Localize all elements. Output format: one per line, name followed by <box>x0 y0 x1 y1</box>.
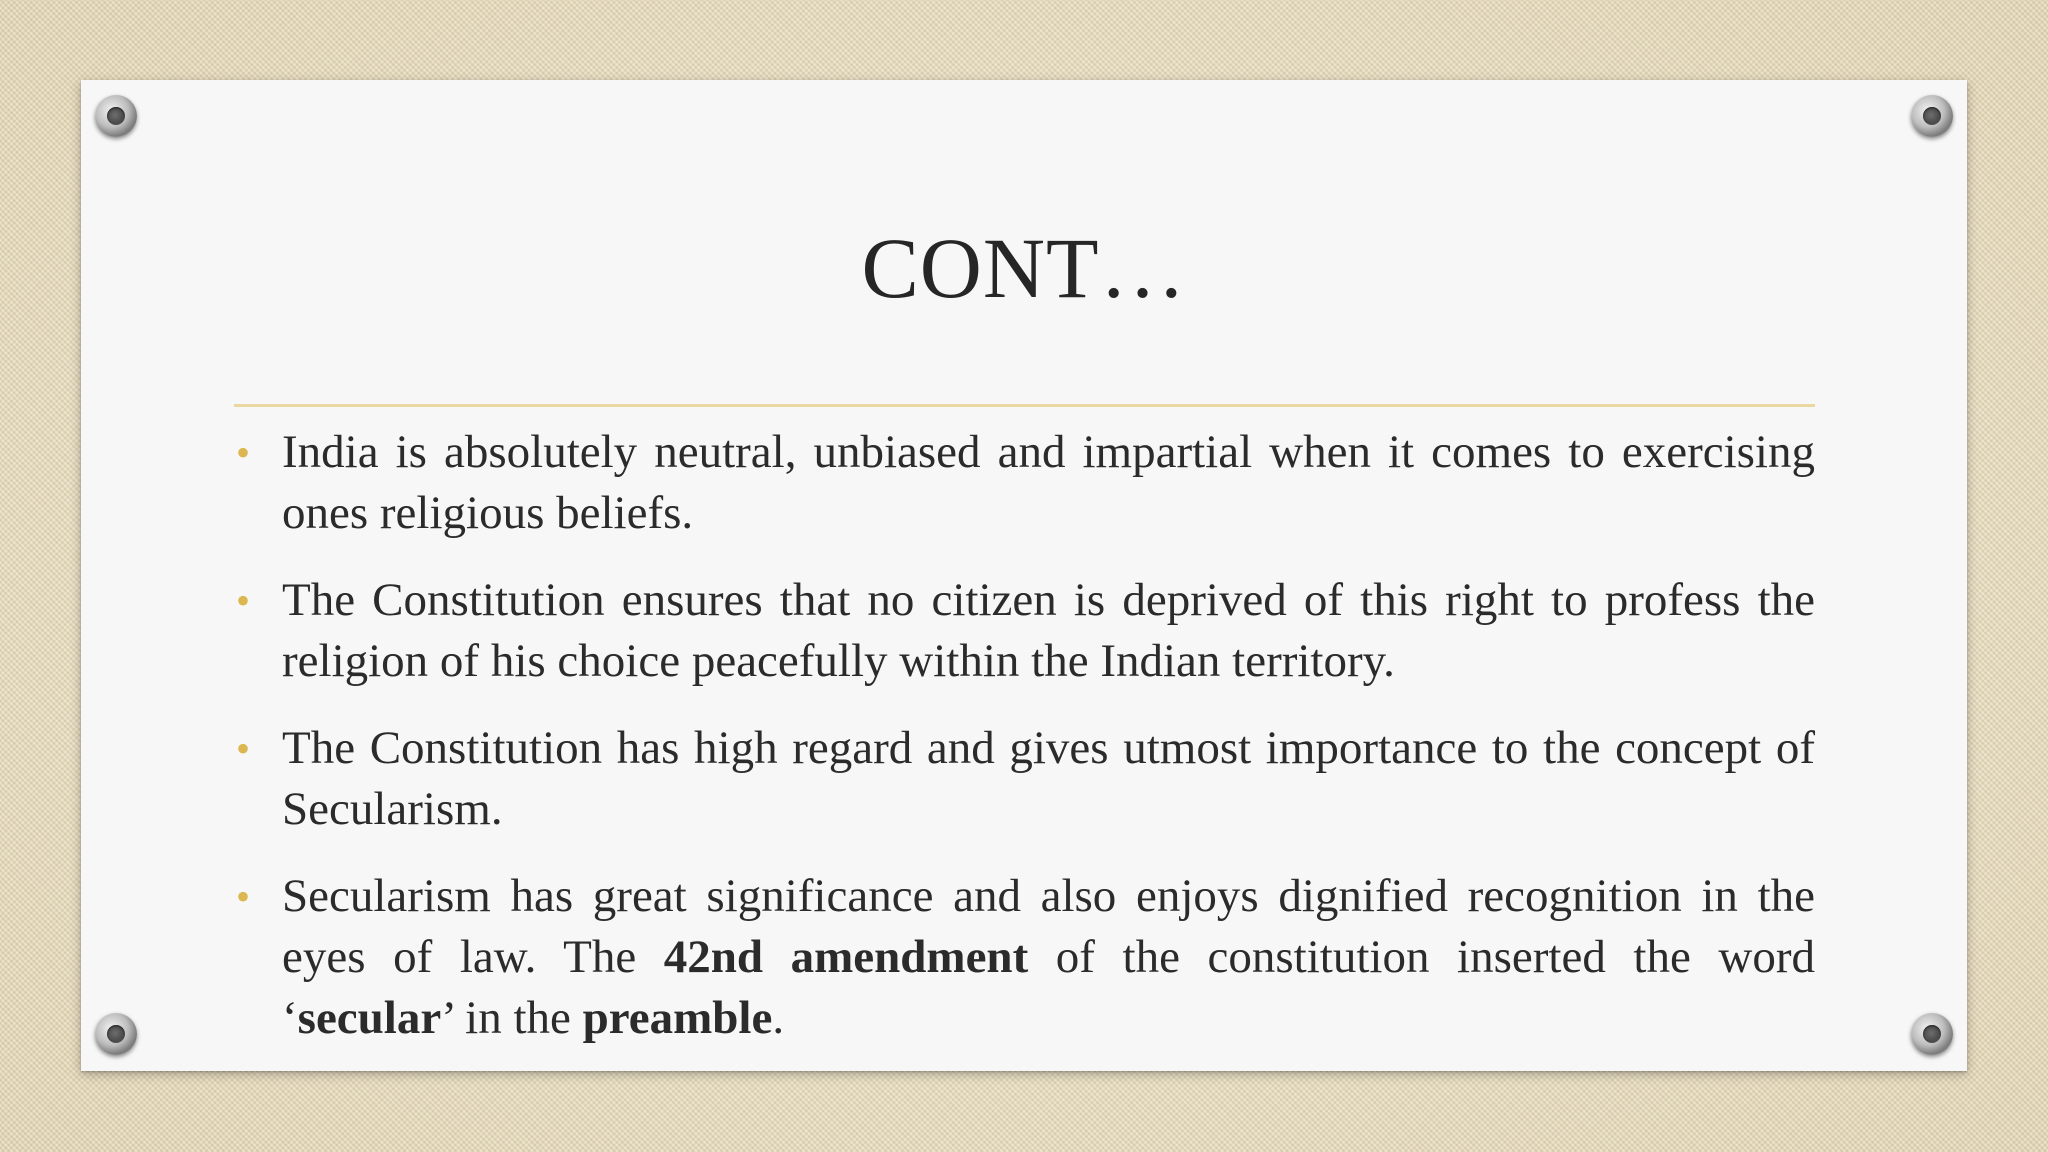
bullet-text-segment: ’ in the <box>441 992 583 1044</box>
slide-title: CONT… <box>861 220 1187 316</box>
bullet-item-3 <box>234 718 1815 840</box>
bold-term-secular: secular <box>297 992 442 1044</box>
bold-term-42nd-amendment: 42nd amendment <box>663 931 1029 983</box>
bullet-text: India is absolutely neutral, unbiased and impartial when it comes to exercising ones religious beliefs. <box>282 426 1815 539</box>
bullet-icon: • <box>236 726 251 771</box>
bullet-item-1 <box>234 422 1815 544</box>
bullet-item-4 <box>234 866 1815 1049</box>
bullet-text-segment: of the constitution inserted the word ‘ <box>282 931 1815 1044</box>
bullet-text-segment: . <box>772 992 785 1044</box>
grommet-top-right-icon <box>1911 95 1953 137</box>
grommet-top-left-icon <box>95 95 137 137</box>
bold-term-preamble: preamble <box>582 992 773 1044</box>
bullet-list <box>234 422 1815 1075</box>
bullet-item-2 <box>234 570 1815 692</box>
bullet-icon: • <box>236 874 251 919</box>
bullet-text: The Constitution has high regard and gives utmost importance to the concept of Secularism. <box>282 722 1815 835</box>
grommet-bottom-left-icon <box>95 1013 137 1055</box>
bullet-text: The Constitution ensures that no citizen is deprived of this right to profess the religion of his choice peacefully within the Indian territory. <box>282 574 1815 687</box>
bullet-icon: • <box>236 430 251 475</box>
grommet-bottom-right-icon <box>1911 1013 1953 1055</box>
bullet-icon: • <box>236 578 251 623</box>
bullet-text-segment: Secularism has great significance and also enjoys dignified recognition in the eyes of law. The <box>282 870 1815 983</box>
bullet-text <box>282 870 1815 1044</box>
title-divider <box>234 404 1815 407</box>
